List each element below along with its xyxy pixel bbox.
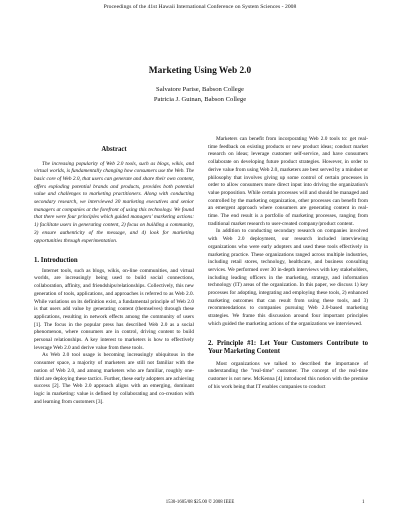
running-head: Proceedings of the 41st Hawaii International Conference on System Sciences - 2008 [103, 4, 297, 10]
author-block [0, 85, 400, 104]
author-line: Patricia J. Guinan, Babson College [153, 95, 247, 103]
paper-title: Marketing Using Web 2.0 [148, 66, 252, 76]
intro-paragraph: As Web 2.0 tool usage is becoming increasingly ubiquitous in the consumer space, a majority of marketers are still not familiar with the notion of Web 2.0, and among marketers who are familiar, roughly one-third are deploying these tactics. Further, these early adopters are achieving success [2]. The Web 2.0 approach aligns with an emerging, dominant logic in marketing: value is defined by collaborating and co-creation with and learning from customers [3]. [34, 352, 194, 405]
right-column [208, 136, 368, 391]
author-line: Salvatore Parise, Babson College [156, 86, 244, 93]
copyright-footer: 1530-1605/08 $25.00 © 2008 IEEE [165, 500, 235, 505]
intro-heading: 1. Introduction [34, 257, 78, 265]
body-paragraph: Marketers can benefit from incorporating Web 2.0 tools to: get real-time feedback on existing products or new product ideas; conduct market research on ideas; leverage customer self-service, and have consumers collaborate on developing future product strategies. However, in order to derive value from using Web 2.0, marketers are best served by a mindset or philosophy that involves giving up some control of certain processes in order to allow consumers more direct input into driving the organization's value proposition. While certain processes will and should be managed and controlled by the marketing organization, other processes can benefit from an emergent approach where consumers are generating content in real-time. The end result is a portfolio of marketing processes, ranging from traditional market research to user-created company/product content. [208, 136, 368, 227]
body-paragraph: Most organizations we talked to described the importance of understanding the "real-time" customer. The concept of the real-time customer is not new. McKenna [4] introduced this notion with the premise of his work being that IT enables companies to conduct [208, 360, 368, 390]
abstract-text: The increasing popularity of Web 2.0 tools, such as blogs, wikis, and virtual worlds, is fundamentally changing how consumers use the Web. The basic core of Web 2.0, that users can generate and share their own content, offers exploding potential brands and products, provides both potential value and challenges to marketing practitioners. Along with conducting secondary research, we interviewed 30 marketing executives and senior managers at companies at the forefront of using this technology. We found that there were four principles which guided managers' marketing actions: 1) facilitate users in generating content, 2) focus on building a community, 3) ensure authenticity of the message, and 4) look for marketing opportunities through experimentation. [34, 160, 194, 244]
left-column [34, 146, 194, 406]
body-paragraph: In addition to conducting secondary research on companies involved with Web 2.0 deployment, our research included interviewing organizations who were early adopters and used these tools effectively in marketing practice. These organizations ranged across multiple industries, including retail stores, technology, healthcare, and business consulting services. We performed over 30 in-depth interviews with key stakeholders, including leading officers in the marketing, strategy, and information technology (IT) areas of the organization. In this paper, we discuss 1) key processes for adopting, integrating and employing these tools, 2) enhanced marketing outcomes that can result from using these tools, and 3) recommendations to companies pursuing Web 2.0-based marketing strategies. We frame this discussion around four important principles which guided the marketing actions of the organizations we interviewed. [208, 228, 368, 327]
page-number: 1 [362, 500, 365, 505]
abstract-heading: Abstract [101, 146, 127, 153]
intro-paragraph: Internet tools, such as blogs, wikis, on-line communities, and virtual worlds, are increasingly being used to build social connections, collaboration, affinity, and friendships/relationships. Collectively, this new generation of tools, applications, and approaches is referred to as Web 2.0. While variations on its definition exist, a fundamental principle of Web 2.0 is that users add value by generating content (themselves) through these applications, resulting in network effects among the community of users [1]. The focus in the popular press has described Web 2.0 as a social phenomenon, where consumers are in control, driving content to build personal relationships. A key interest to marketers is how to effectively leverage Web 2.0 and derive value from these tools. [34, 267, 194, 351]
principle-1-heading: 2. Principle #1: Let Your Customers Contribute to Your Marketing Content [208, 339, 368, 356]
